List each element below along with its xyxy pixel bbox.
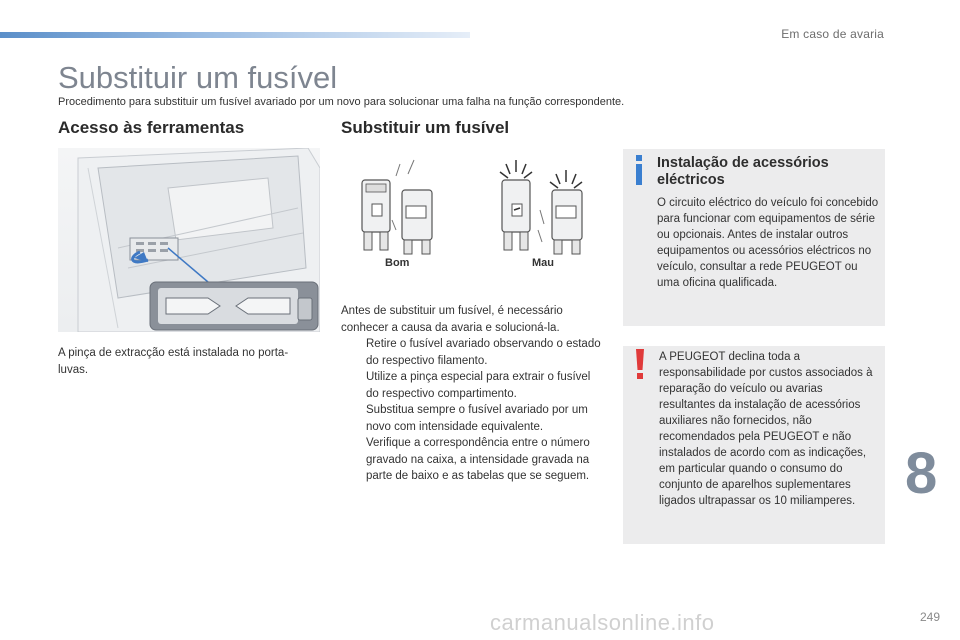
warning-icon (633, 349, 647, 381)
tool-location-caption: A pinça de extracção está instalada no porta-luvas. (58, 347, 289, 376)
chapter-number: 8 (905, 441, 938, 506)
steps-list (341, 336, 606, 485)
glovebox-drawing (58, 148, 320, 332)
page-title: Substituir um fusível (58, 60, 338, 95)
info-box (623, 149, 885, 326)
step-text: Substitua sempre o fusível avariado por um novo com intensidade equivalente. (366, 404, 588, 433)
section-label: Em caso de avaria (781, 27, 884, 41)
heading-tool-access: Acesso às ferramentas (58, 118, 245, 137)
fuse-comparison-illustration (342, 150, 604, 275)
list-item (341, 336, 606, 369)
watermark: carmanualsonline.info (490, 610, 715, 635)
step-text: Verifique a correspondência entre o número gravado na caixa, a intensidade gravada na parte de baixo e as tabelas que se seguem. (366, 437, 590, 482)
header-accent-bar (0, 32, 470, 38)
warning-box (623, 346, 885, 544)
step-text: Utilize a pinça especial para extrair o fusível do respectivo compartimento. (366, 371, 591, 400)
bad-fuse-icon (500, 160, 582, 254)
list-item (341, 369, 606, 402)
list-item (341, 402, 606, 435)
page-subtitle: Procedimento para substituir um fusível avariado por um novo para solucionar uma falha na função correspondente. (58, 96, 625, 108)
replace-fuse-instructions (341, 303, 606, 485)
step-text: Retire o fusível avariado observando o estado do respectivo filamento. (366, 338, 601, 367)
good-fuse-icon (362, 160, 432, 254)
info-icon (633, 155, 645, 185)
info-box-title: Instalação de acessórios eléctricos (657, 155, 829, 188)
fuse-drawing (342, 150, 604, 260)
fuse-label-bad: Mau (532, 257, 554, 269)
list-item (341, 435, 606, 485)
page-number: 249 (919, 610, 940, 624)
glovebox-illustration (58, 148, 320, 332)
fuse-label-good: Bom (385, 257, 410, 269)
warning-box-text: A PEUGEOT declina toda a responsabilidade por custos associados à reparação do veículo ou avarias resultantes da instalação de acessórios auxiliares não fornecidos, não recomendados pela PEUGEOT e não instalados de acordo com as indicações, em particular quando o consumo do conjunto de aparelhos suplementares ligados ultrapassar os 10 miliamperes. (659, 351, 873, 507)
instructions-intro: Antes de substituir um fusível, é necessário conhecer a causa da avaria e solucioná-la. (341, 305, 563, 334)
heading-replace-fuse: Substituir um fusível (341, 118, 510, 137)
info-box-text: O circuito eléctrico do veículo foi concebido para funcionar com equipamentos de série ou opcionais. Antes de instalar outros equipamentos ou acessórios eléctricos no veículo, consultar a rede PEUGEOT ou uma oficina qualificada. (657, 197, 879, 289)
